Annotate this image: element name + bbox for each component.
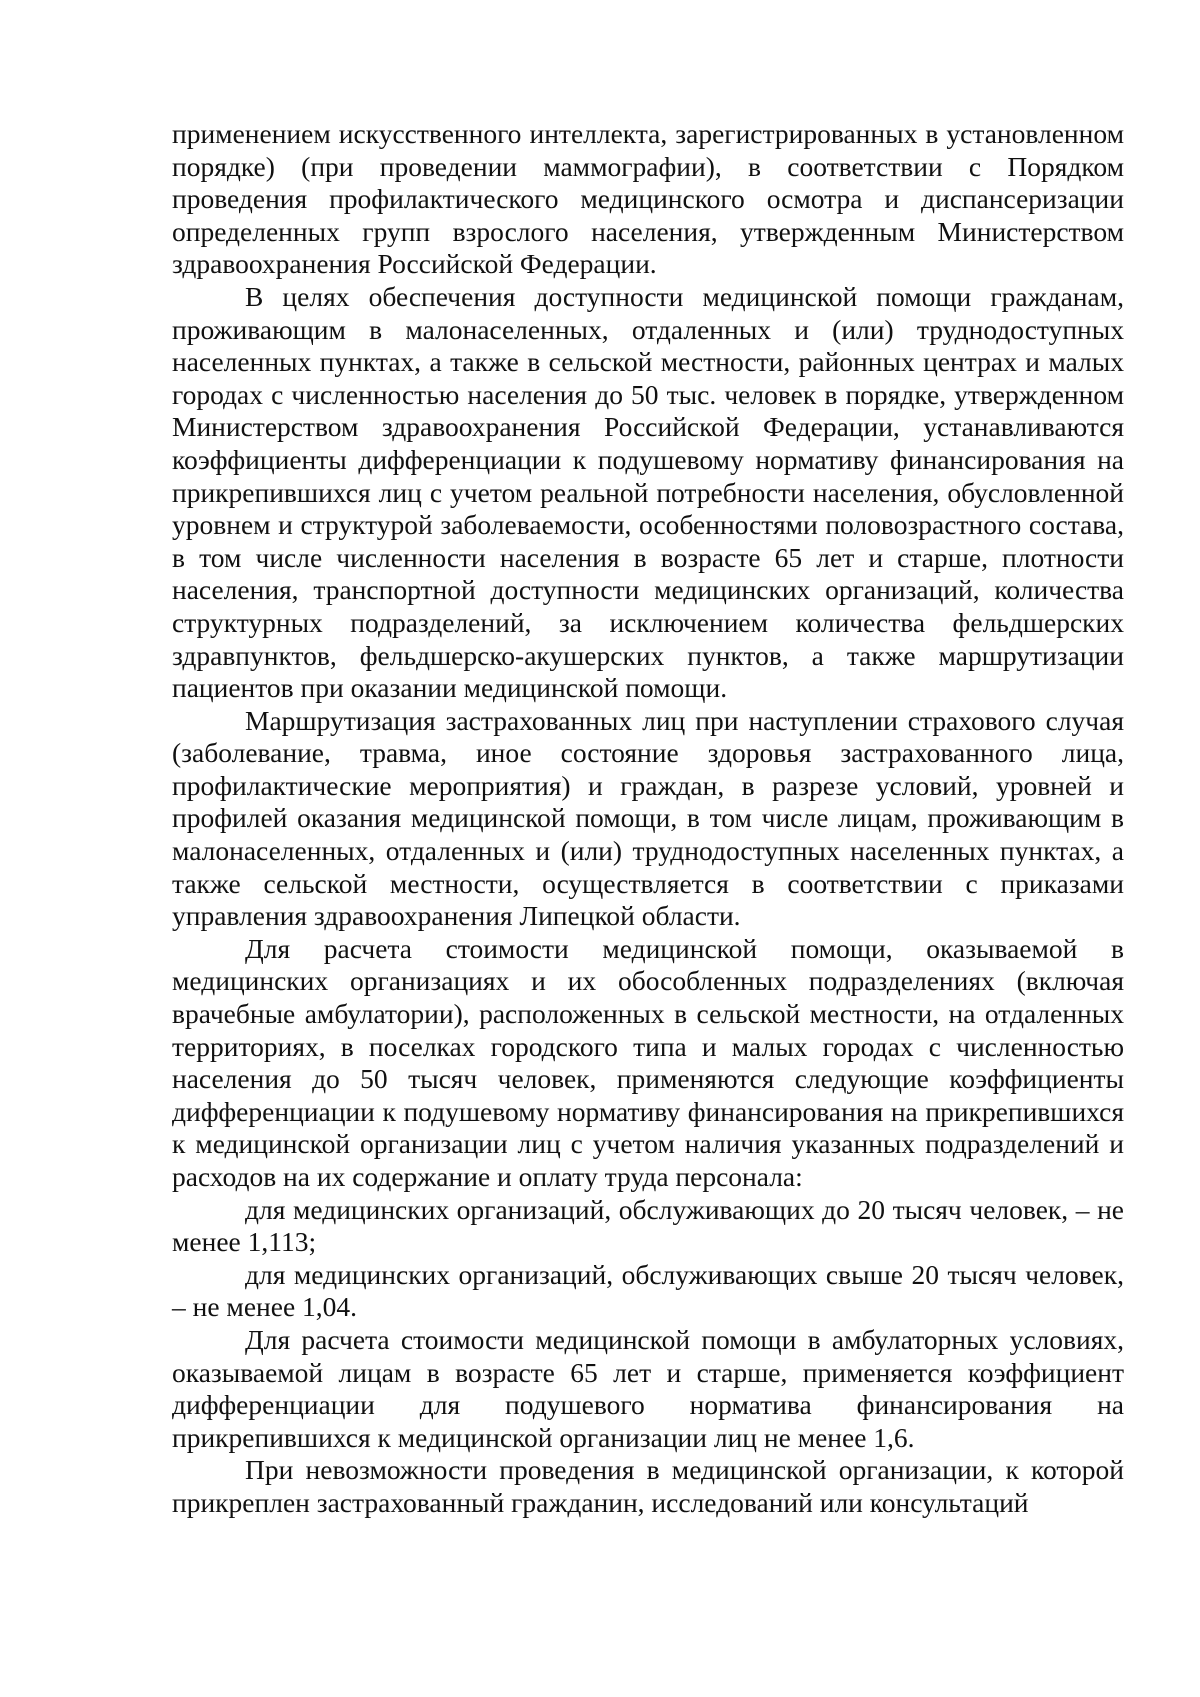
paragraph-cost-calculation: Для расчета стоимости медицинской помощи, оказываемой в медицинских организациях и их обособленных подразделениях (включая врачебные амбулатории), расположенных в сельской местности, на отдаленных территориях, в поселках городского типа и малых городах с численностью населения до 50 тысяч человек, применяются следующие коэффициенты дифференциации к подушевому нормативу финансирования на прикрепившихся к медицинской организации лиц с учетом наличия указанных подразделений и расходов на их содержание и оплату труда персонала: [172,932,1124,1192]
paragraph-continuation: применением искусственного интеллекта, зарегистрированных в установленном порядке) (при проведении маммографии), в соответствии с Порядком проведения профилактического медицинского осмотра и диспансеризации определенных групп взрослого населения, утвержденным Министерством здравоохранения Российской Федерации. [172,118,1124,280]
paragraph-coefficient-over-20k: для медицинских организаций, обслуживающих свыше 20 тысяч человек, – не менее 1,04. [172,1258,1124,1323]
paragraph-elderly-coefficient: Для расчета стоимости медицинской помощи в амбулаторных условиях, оказываемой лицам в возрасте 65 лет и старше, применяется коэффициент дифференциации для подушевого норматива финансирования на прикрепившихся к медицинской организации лиц не менее 1,6. [172,1323,1124,1453]
paragraph-coefficient-up-to-20k: для медицинских организаций, обслуживающих до 20 тысяч человек, – не менее 1,113; [172,1193,1124,1258]
paragraph-routing: Маршрутизация застрахованных лиц при наступлении страхового случая (заболевание, травма, иное состояние здоровья застрахованного лица, профилактические мероприятия) и граждан, в разрезе условий, уровней и профилей оказания медицинской помощи, в том числе лицам, проживающим в малонаселенных, отдаленных и (или) труднодоступных населенных пунктах, а также сельской местности, осуществляется в соответствии с приказами управления здравоохранения Липецкой области. [172,704,1124,932]
document-page [172,118,1124,1520]
paragraph-impossibility: При невозможности проведения в медицинской организации, к которой прикреплен застрахованный гражданин, исследований или консультаций [172,1454,1124,1518]
paragraph-accessibility: В целях обеспечения доступности медицинской помощи гражданам, проживающим в малонаселенных, отдаленных и (или) труднодоступных населенных пунктах, а также в сельской местности, районных центрах и малых городах с численностью населения до 50 тыс. человек в порядке, утвержденном Министерством здравоохранения Российской Федерации, устанавливаются коэффициенты дифференциации к подушевому нормативу финансирования на прикрепившихся лиц с учетом реальной потребности населения, обусловленной уровнем и структурой заболеваемости, особенностями половозрастного состава, в том числе численности населения в возрасте 65 лет и старше, плотности населения, транспортной доступности медицинских организаций, количества структурных подразделений, за исключением количества фельдшерских здравпунктов, фельдшерско-акушерских пунктов, а также маршрутизации пациентов при оказании медицинской помощи. [172,280,1124,704]
